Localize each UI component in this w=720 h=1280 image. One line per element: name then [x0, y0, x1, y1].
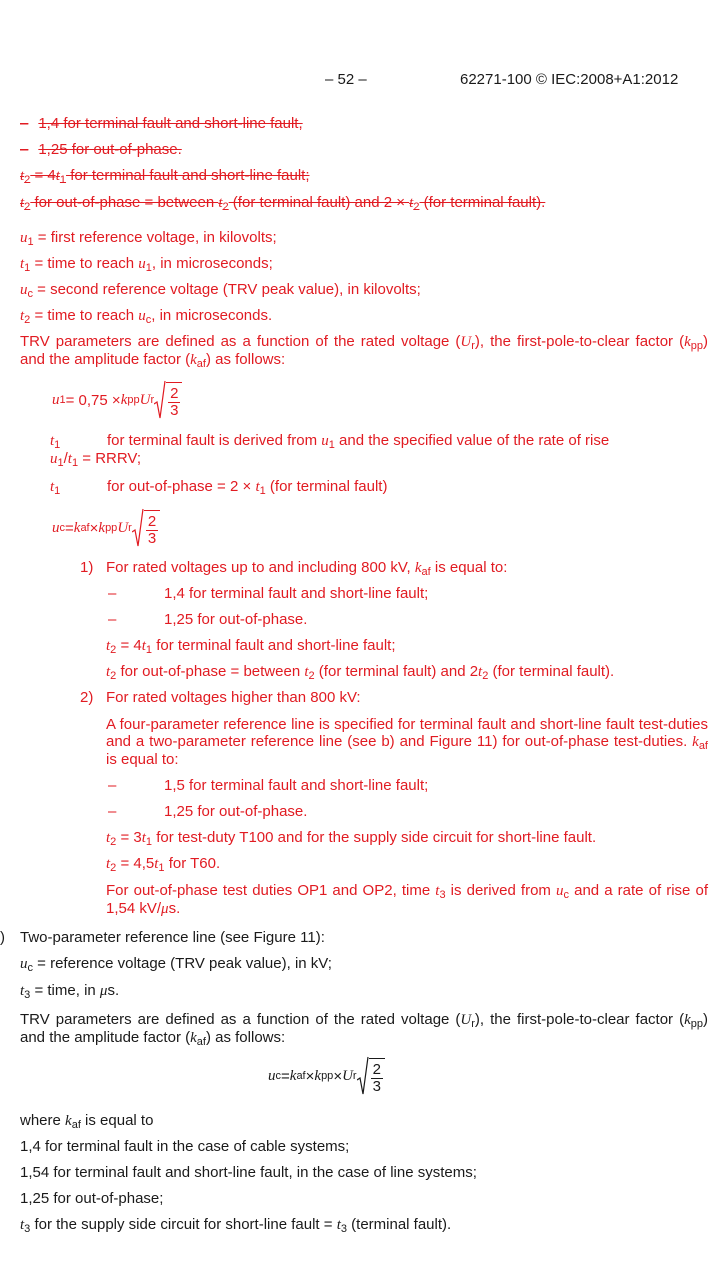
item-1-value-2: 1,25 for out-of-phase.	[164, 611, 308, 628]
page-number: – 52 –	[325, 71, 367, 88]
item-1-text: For rated voltages up to and including 800 kV, $k_{af}$ is equal to:	[106, 559, 508, 578]
deleted-line-4: $t_2$ for out-of-phase = between $t_2$ (for terminal fault) and $2 \times t_2$ (for terminal fault).	[20, 194, 546, 213]
document-identifier: 62271-100 © IEC:2008+A1:2012	[460, 71, 679, 88]
item-2-value-2: 1,25 for out-of-phase.	[164, 803, 308, 820]
kaf-value-3: 1,25 for out-of-phase;	[20, 1190, 164, 1207]
definition-t1: $t_1$ = time to reach $u_1$, in microseconds;	[20, 255, 273, 274]
formula-uc: u c = k af × k pp U r $\frac{2}{3}$	[52, 508, 160, 548]
item-b-text: Two-parameter reference line (see Figure 11):	[20, 929, 325, 946]
item-b-label: )	[0, 929, 5, 946]
item-2-value-1: 1,5 for terminal fault and short-line fault;	[164, 777, 429, 794]
kaf-value-2: 1,54 for terminal fault and short-line fault, in the case of line systems;	[20, 1164, 477, 1181]
rrrv-line: $u_1/t_1$ = RRRV;	[50, 450, 142, 469]
item-b-t3: $t_3$ = time, in μs.	[20, 982, 120, 1001]
item-2-text: For rated voltages higher than 800 kV:	[106, 689, 361, 706]
kaf-value-1: 1,4 for terminal fault in the case of cable systems;	[20, 1138, 350, 1155]
sqrt-symbol: $\frac{2}{3}$	[154, 380, 182, 420]
deleted-line-3: $t_2 = 4t_1$ for terminal fault and short-line fault;	[20, 167, 310, 186]
item-2-dash-1: –	[108, 777, 117, 794]
where-line: where $k_{af}$ is equal to	[20, 1112, 154, 1131]
item-2-dash-2: –	[108, 803, 117, 820]
deleted-line-1: – 1,4 for terminal fault and short-line fault,	[20, 115, 303, 132]
item-1-dash-1: –	[108, 585, 117, 602]
item-1-t2-outofphase: $t_2$ for out-of-phase = between $t_2$ (for terminal fault) and $2t_2$ (for terminal fault).	[106, 663, 615, 682]
item-1-dash-2: –	[108, 611, 117, 628]
definition-u1: $u_1$ = first reference voltage, in kilovolts;	[20, 229, 277, 248]
item-1-number: 1)	[80, 559, 94, 576]
trv-paragraph-2: TRV parameters are defined as a function of the rated voltage $(U_r)$, the first-pole-to-clear factor $(k_{pp})$ and the amplitude factor $(k_{af})$ as follows:	[20, 1011, 708, 1048]
sqrt-symbol: $\frac{2}{3}$	[132, 508, 160, 548]
formula-u1: u 1 = 0,75 × k pp U r $\frac{2}{3}$	[52, 380, 182, 420]
item-2-t2-t60: $t_2 = 4,5t_1$ for T60.	[106, 855, 221, 874]
trv-paragraph-1: TRV parameters are defined as a function of the rated voltage $(U_r)$, the first-pole-to-clear factor $(k_{pp})$ and the amplitude factor $(k_{af})$ as follows:	[20, 333, 708, 370]
t1-outofphase-symbol: $t_1$	[50, 479, 61, 497]
item-2-paragraph: A four-parameter reference line is specified for terminal fault and short-line fault test-duties and a two-parameter reference line (see b) and Figure 11) for out-of-phase test-duties. $k_{af}$ is equal to:	[106, 716, 708, 768]
item-2-number: 2)	[80, 689, 94, 706]
formula-uc-2: u c = k af × k pp × U r $\frac{2}{3}$	[268, 1056, 385, 1096]
definition-t2: $t_2$ = time to reach $u_c$, in microseconds.	[20, 307, 273, 326]
item-b-uc: $u_c$ = reference voltage (TRV peak value), in kV;	[20, 955, 332, 974]
sqrt-symbol: $\frac{2}{3}$	[357, 1056, 385, 1096]
item-2-out-of-phase-paragraph: For out-of-phase test duties OP1 and OP2, time $t_3$ is derived from $u_c$ and a rate of rise of 1,54 kV/μs.	[106, 882, 708, 917]
t1-terminal-symbol: $t_1$	[50, 433, 61, 451]
t1-terminal-text: for terminal fault is derived from $u_1$ and the specified value of the rate of rise	[107, 432, 610, 451]
t1-outofphase-text: for out-of-phase = $2 \times t_1$ (for terminal fault)	[107, 478, 388, 497]
definition-uc: $u_c$ = second reference voltage (TRV peak value), in kilovolts;	[20, 281, 421, 300]
item-1-t2-terminal: $t_2 = 4t_1$ for terminal fault and short-line fault;	[106, 637, 396, 656]
item-1-value-1: 1,4 for terminal fault and short-line fault;	[164, 585, 429, 602]
item-2-t2-t100: $t_2 = 3t_1$ for test-duty T100 and for the supply side circuit for short-line fault.	[106, 829, 597, 848]
deleted-line-2: – 1,25 for out-of-phase.	[20, 141, 182, 158]
t3-supply-line: $t_3$ for the supply side circuit for short-line fault = $t_3$ (terminal fault).	[20, 1216, 452, 1235]
